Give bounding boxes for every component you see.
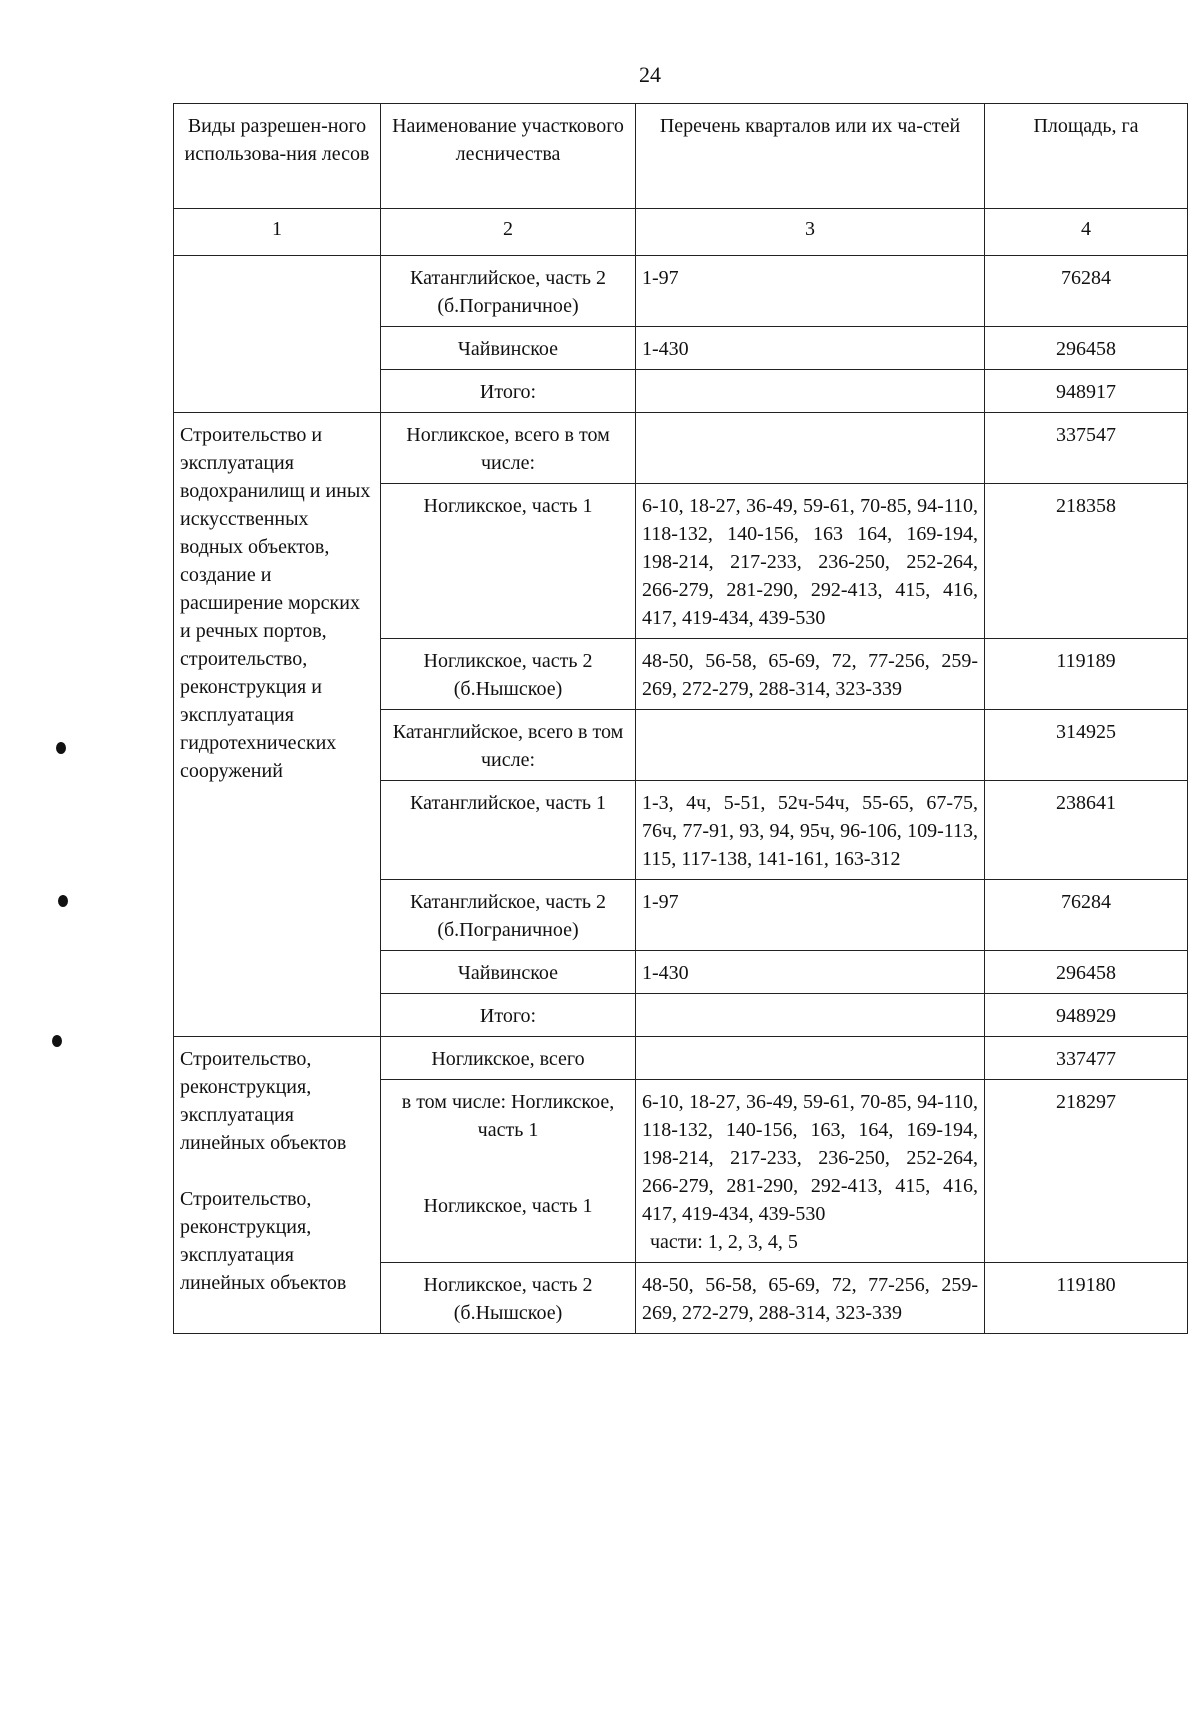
forestry-name: Ногликское, всего [381,1037,636,1080]
forestry-name: Чайвинское [381,327,636,370]
area-value: 76284 [985,256,1188,327]
scan-speck [52,1035,62,1047]
use-type-cell-empty [174,256,381,413]
forest-use-table [173,103,1188,1334]
quarters-list: 1-3, 4ч, 5-51, 52ч-54ч, 55-65, 67-75, 76ч, 77-91, 93, 94, 95ч, 96-106, 109-113, 115, 117-138, 141-161, 163-312 [636,781,985,880]
quarters-cell [636,1080,985,1263]
forestry-name: Ногликское, часть 1 [381,484,636,639]
forestry-name: Катанглийское, всего в том числе: [381,710,636,781]
area-value: 218297 [985,1080,1188,1263]
area-value: 948917 [985,370,1188,413]
forestry-name: Ногликское, всего в том числе: [381,413,636,484]
quarters-list: 1-97 [636,256,985,327]
scan-speck [56,742,66,754]
use-type-hydro: Строительство и эксплуатация водохранилищ и иных искусственных водных объектов, создание и расширение морских и речных портов, строительство, реконструкция и эксплуатация гидротехнических сооружений [174,413,381,1037]
area-value: 296458 [985,951,1188,994]
forestry-name: Катанглийское, часть 2 (б.Пограничное) [381,880,636,951]
quarters-list: 48-50, 56-58, 65-69, 72, 77-256, 259-269, 272-279, 288-314, 323-339 [636,639,985,710]
quarters-list: 6-10, 18-27, 36-49, 59-61, 70-85, 94-110, 118-132, 140-156, 163 164, 169-194, 198-214, 217-233, 236-250, 252-264, 266-279, 281-290, 292-413, 415, 416, 417, 419-434, 439-530 [636,484,985,639]
header-row [174,104,1188,209]
area-value: 76284 [985,880,1188,951]
table-row [174,413,1188,484]
forestry-name: в том числе: Ногликское, часть 1 [401,1091,615,1141]
header-area: Площадь, га [985,104,1188,209]
area-value: 314925 [985,710,1188,781]
area-value: 218358 [985,484,1188,639]
use-type-linear [174,1037,381,1334]
area-value: 948929 [985,994,1188,1037]
forestry-name: Катанглийское, часть 2 (б.Пограничное) [381,256,636,327]
forestry-name: Ногликское, часть 2 (б.Нышское) [381,1263,636,1334]
quarters-list [636,1037,985,1080]
header-forestry-name: Наименование участкового лесничества [381,104,636,209]
quarters-list: 48-50, 56-58, 65-69, 72, 77-256, 259-269, 272-279, 288-314, 323-339 [636,1263,985,1334]
quarters-list [636,370,985,413]
column-number: 4 [985,209,1188,256]
page-number: 24 [639,62,661,87]
scan-speck [58,895,68,907]
forestry-name: Чайвинское [381,951,636,994]
forestry-name: Катанглийское, часть 1 [381,781,636,880]
forestry-name: Ногликское, часть 2 (б.Нышское) [381,639,636,710]
column-number-row [174,209,1188,256]
quarters-note: части: 1, 2, 3, 4, 5 [650,1231,798,1253]
area-value: 296458 [985,327,1188,370]
forestry-name-split [381,1080,636,1263]
column-number: 3 [636,209,985,256]
column-number: 1 [174,209,381,256]
area-value: 337547 [985,413,1188,484]
header-use-type: Виды разрешен-ного использова-ния лесов [174,104,381,209]
table-row [174,256,1188,327]
area-value: 238641 [985,781,1188,880]
column-number: 2 [381,209,636,256]
use-type-linear-a: Строительство, реконструкция, эксплуатация линейных объектов [180,1048,347,1154]
quarters-list: 1-430 [636,327,985,370]
quarters-list: 1-97 [636,880,985,951]
quarters-list [636,994,985,1037]
header-quarters: Перечень кварталов или их ча-стей [636,104,985,209]
total-label: Итого: [381,994,636,1037]
quarters-list [636,710,985,781]
total-label: Итого: [381,370,636,413]
forestry-name: Ногликское, часть 1 [423,1195,593,1217]
table-row [174,1037,1188,1080]
area-value: 119180 [985,1263,1188,1334]
area-value: 337477 [985,1037,1188,1080]
use-type-linear-b: Строительство, реконструкция, эксплуатация линейных объектов [180,1188,347,1294]
quarters-list [636,413,985,484]
quarters-list: 1-430 [636,951,985,994]
area-value: 119189 [985,639,1188,710]
quarters-list: 6-10, 18-27, 36-49, 59-61, 70-85, 94-110, 118-132, 140-156, 163, 164, 169-194, 198-214, 217-233, 236-250, 252-264, 266-279, 281-290, 292-413, 415, 416, 417, 419-434, 439-530 [642,1091,978,1225]
